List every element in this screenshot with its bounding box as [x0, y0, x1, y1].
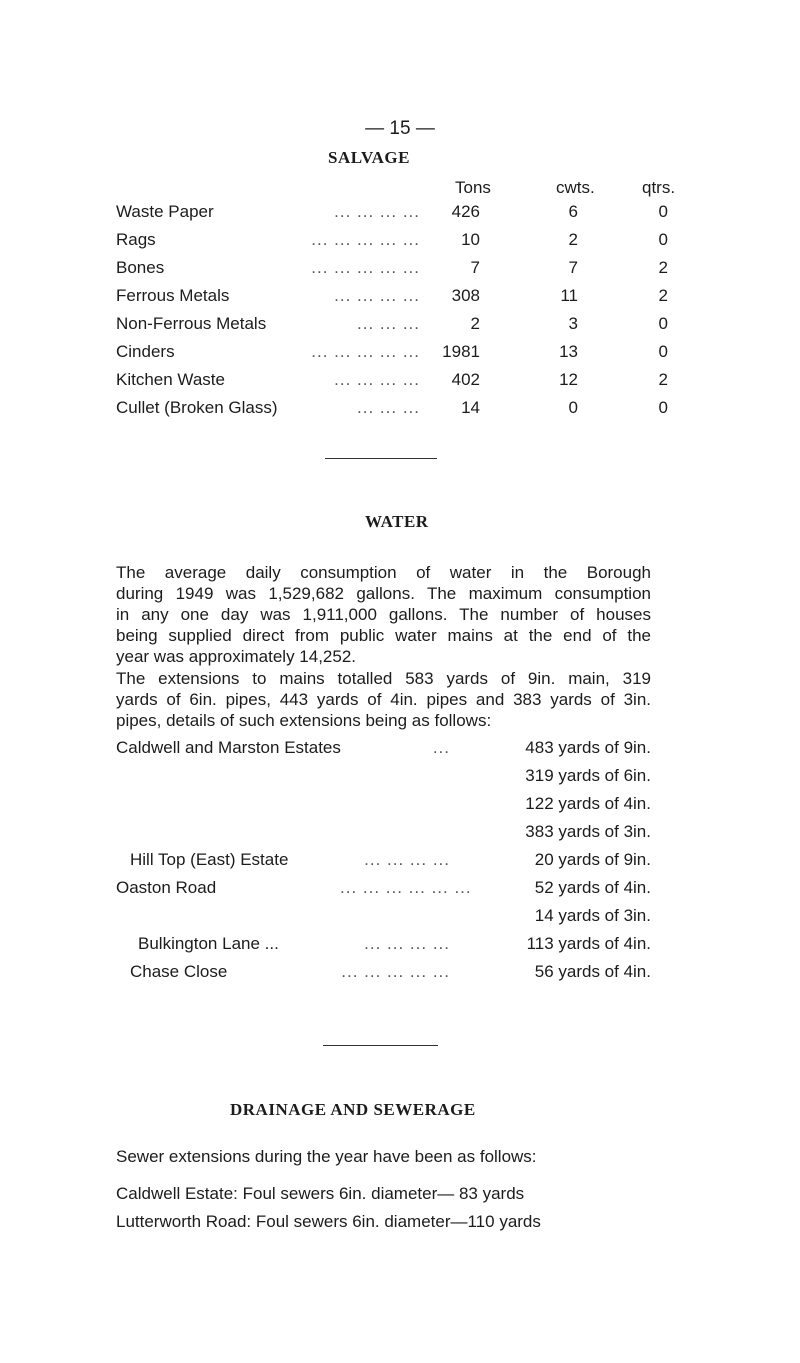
salvage-item: Cinders	[116, 342, 175, 361]
cwts-value: 3	[568, 314, 578, 333]
table-row	[0, 230, 800, 257]
extension-amount: 122 yards of 4in.	[525, 794, 651, 813]
water-paragraph-1	[116, 562, 651, 667]
water-heading: WATER	[365, 512, 429, 531]
drainage-intro: Sewer extensions during the year have been as follows:	[116, 1147, 537, 1166]
extension-amount: 56 yards of 4in.	[534, 962, 651, 981]
salvage-item: Bones	[116, 258, 165, 277]
extension-amount: 14 yards of 3in.	[534, 906, 651, 925]
page-number: — 15 —	[365, 118, 435, 139]
text-line: year was approximately 14,252.	[116, 647, 357, 666]
qtrs-value: 0	[658, 314, 668, 333]
leader-dots: ... ... ... ... ...	[311, 342, 420, 361]
extension-location: Hill Top (East) Estate	[130, 850, 289, 869]
leader-dots: ... ... ...	[357, 398, 420, 417]
qtrs-value: 0	[658, 230, 668, 249]
tons-value: 10	[461, 230, 480, 249]
column-header-cwts: cwts.	[556, 178, 595, 197]
qtrs-value: 2	[658, 286, 668, 305]
cwts-value: 12	[559, 370, 578, 389]
leader-dots: ... ... ... ...	[364, 850, 450, 869]
column-header-qtrs: qtrs.	[642, 178, 676, 197]
text-line: in any one day was 1,911,000 gallons. The number of houses	[116, 605, 651, 624]
cwts-value: 11	[560, 286, 578, 305]
extension-amount: 20 yards of 9in.	[534, 850, 651, 869]
table-row	[0, 314, 800, 341]
tons-value: 2	[470, 314, 480, 333]
cwts-value: 13	[559, 342, 578, 361]
cwts-value: 2	[568, 230, 578, 249]
salvage-item: Kitchen Waste	[116, 370, 225, 389]
qtrs-value: 0	[658, 202, 668, 221]
column-header-tons: Tons	[455, 178, 491, 197]
salvage-item: Waste Paper	[116, 202, 214, 221]
extension-location: Chase Close	[130, 962, 228, 981]
extension-amount: 113 yards of 4in.	[526, 934, 651, 953]
tons-value: 426	[451, 202, 480, 221]
salvage-item: Ferrous Metals	[116, 286, 230, 305]
leader-dots: ... ... ...	[357, 314, 420, 333]
leader-dots: ... ... ... ...	[334, 286, 420, 305]
salvage-heading: SALVAGE	[328, 148, 410, 167]
section-divider	[325, 458, 437, 459]
text-line: being supplied direct from public water mains at the end of the	[116, 626, 651, 645]
leader-dots: ... ... ... ... ...	[311, 230, 420, 249]
salvage-item: Cullet (Broken Glass)	[116, 398, 278, 417]
drainage-heading: DRAINAGE AND SEWERAGE	[230, 1100, 476, 1119]
leader-dots: ... ... ... ... ...	[341, 962, 450, 981]
leader-dots: ... ... ... ... ... ...	[340, 878, 472, 897]
table-row	[0, 342, 800, 369]
extension-location: Bulkington Lane ...	[138, 934, 279, 953]
leader-dots: ... ... ... ...	[364, 934, 450, 953]
text-line: yards of 6in. pipes, 443 yards of 4in. pipes and 383 yards of 3in.	[116, 690, 651, 709]
qtrs-value: 2	[658, 258, 668, 277]
leader-dots: ...	[432, 738, 450, 757]
text-line: pipes, details of such extensions being as follows:	[116, 711, 492, 730]
leader-dots: ... ... ... ...	[334, 202, 420, 221]
leader-dots: ... ... ... ...	[334, 370, 420, 389]
text-line: The average daily consumption of water in the Borough	[116, 563, 651, 582]
drainage-line-caldwell: Caldwell Estate: Foul sewers 6in. diameter— 83 yards	[116, 1184, 525, 1203]
extension-amount: 319 yards of 6in.	[525, 766, 651, 785]
extension-amount: 383 yards of 3in.	[525, 822, 651, 841]
extension-location: Oaston Road	[116, 878, 217, 897]
table-row	[0, 202, 800, 229]
tons-value: 402	[451, 370, 480, 389]
cwts-value: 6	[568, 202, 578, 221]
qtrs-value: 0	[658, 398, 668, 417]
text-line: during 1949 was 1,529,682 gallons. The maximum consumption	[116, 584, 651, 603]
tons-value: 7	[470, 258, 480, 277]
table-row	[0, 398, 800, 425]
drainage-line-lutterworth: Lutterworth Road: Foul sewers 6in. diameter—110 yards	[116, 1212, 541, 1231]
qtrs-value: 0	[658, 342, 668, 361]
table-row	[0, 286, 800, 313]
leader-dots: ... ... ... ... ...	[311, 258, 420, 277]
text-line: The extensions to mains totalled 583 yards of 9in. main, 319	[116, 669, 651, 688]
tons-value: 308	[451, 286, 480, 305]
section-divider	[323, 1045, 438, 1046]
salvage-item: Rags	[116, 230, 156, 249]
tons-value: 1981	[442, 342, 480, 361]
water-paragraph-2	[116, 668, 651, 731]
cwts-value: 0	[568, 398, 578, 417]
qtrs-value: 2	[658, 370, 668, 389]
salvage-item: Non-Ferrous Metals	[116, 314, 267, 333]
cwts-value: 7	[568, 258, 578, 277]
tons-value: 14	[461, 398, 480, 417]
extension-location: Caldwell and Marston Estates	[116, 738, 341, 757]
table-row	[0, 258, 800, 285]
extension-amount: 483 yards of 9in.	[525, 738, 651, 757]
extension-amount: 52 yards of 4in.	[534, 878, 651, 897]
table-row	[0, 370, 800, 397]
